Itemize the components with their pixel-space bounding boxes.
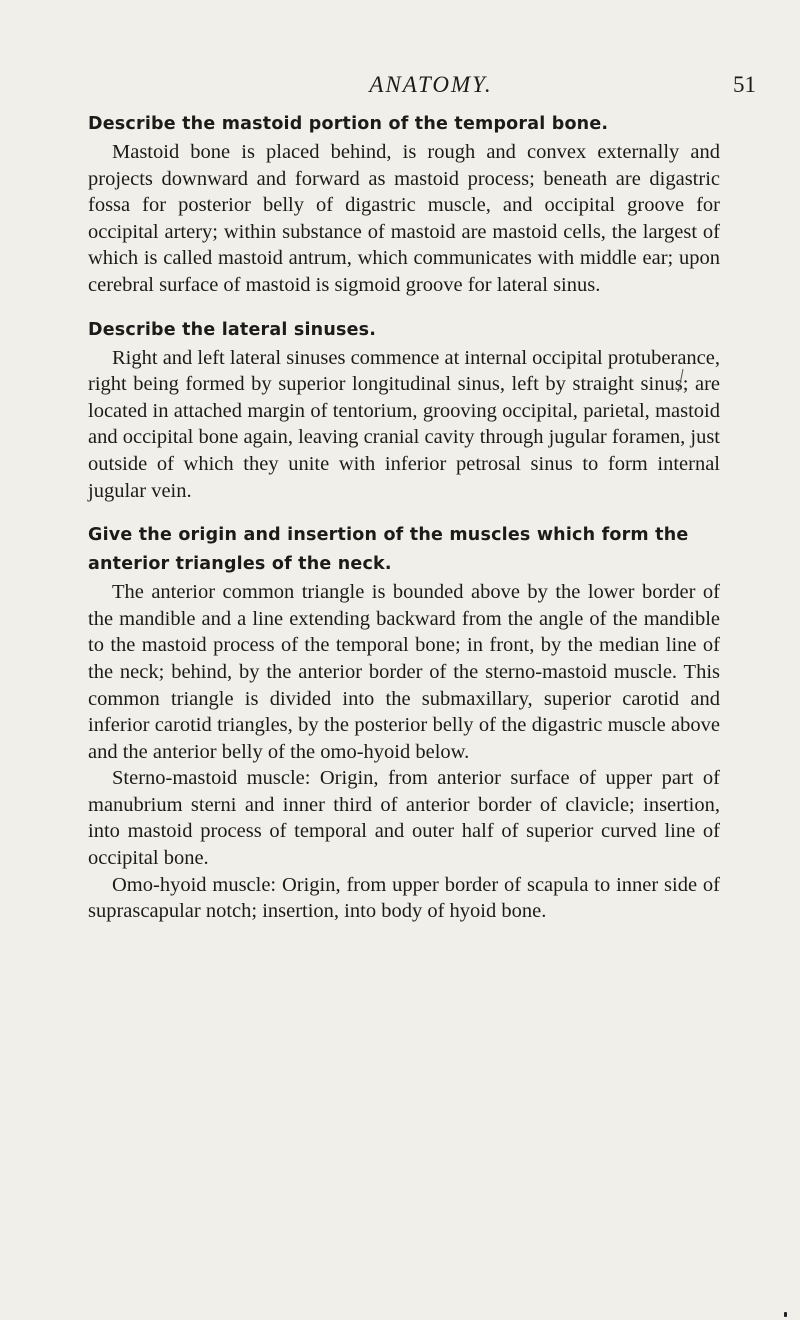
section-mastoid <box>88 110 720 299</box>
answer-paragraph: The anterior common triangle is bounded above by the lower border of the mandible and a line extending backward from the angle of the mandible to the mastoid process of the temporal bone; in front, by the median line of the neck; behind, by the anterior border of the sterno-mastoid muscle. This common triangle is divided into the submaxillary, superior carotid and inferior carotid triangles, by the posterior belly of the digastric muscle above and the anterior belly of the omo-hyoid below. <box>88 581 720 763</box>
page-number: 51 <box>733 72 756 97</box>
answer-paragraph: Mastoid bone is placed behind, is rough and convex externally and projects downward and forward as mastoid process; beneath are digastric fossa for posterior belly of digastric muscle, and occipital groove for occipital artery; within substance of mastoid are mastoid cells, the largest of which is called mastoid antrum, which communicates with middle ear; upon cerebral surface of mastoid is sigmoid groove for lateral sinus. <box>88 141 720 296</box>
question-heading: Describe the lateral sinuses. <box>88 319 377 340</box>
answer-paragraph: Omo-hyoid muscle: Origin, from upper border of scapula to inner side of suprascapular notch; insertion, into body of hyoid bone. <box>88 873 720 923</box>
question-heading: Describe the mastoid portion of the temporal bone. <box>88 114 609 134</box>
running-title: ANATOMY. <box>369 72 493 97</box>
print-speck <box>784 1312 787 1317</box>
question-heading: Give the origin and insertion of the muscles which form the anterior triangles of the neck. <box>88 525 689 575</box>
answer-paragraph: Right and left lateral sinuses commence at internal occipital protuberance, right being formed by superior longitudinal sinus, left by straight sinus; are located in attached margin of tentorium, grooving occipital, parietal, mastoid and occipital bone again, leaving cranial cavity through jugular foramen, just outside of which they unite with inferior petrosal sinus to form internal jugular vein. <box>88 346 720 502</box>
page-body <box>88 110 720 942</box>
running-head <box>86 72 776 102</box>
section-anterior-triangles <box>88 521 720 925</box>
pencil-mark <box>672 368 686 396</box>
section-lateral-sinuses <box>88 316 720 505</box>
answer-paragraph: Sterno-mastoid muscle: Origin, from anterior surface of upper part of manubrium sterni and inner third of anterior border of clavicle; insertion, into mastoid process of temporal and outer half of superior curved line of occipital bone. <box>88 767 720 870</box>
